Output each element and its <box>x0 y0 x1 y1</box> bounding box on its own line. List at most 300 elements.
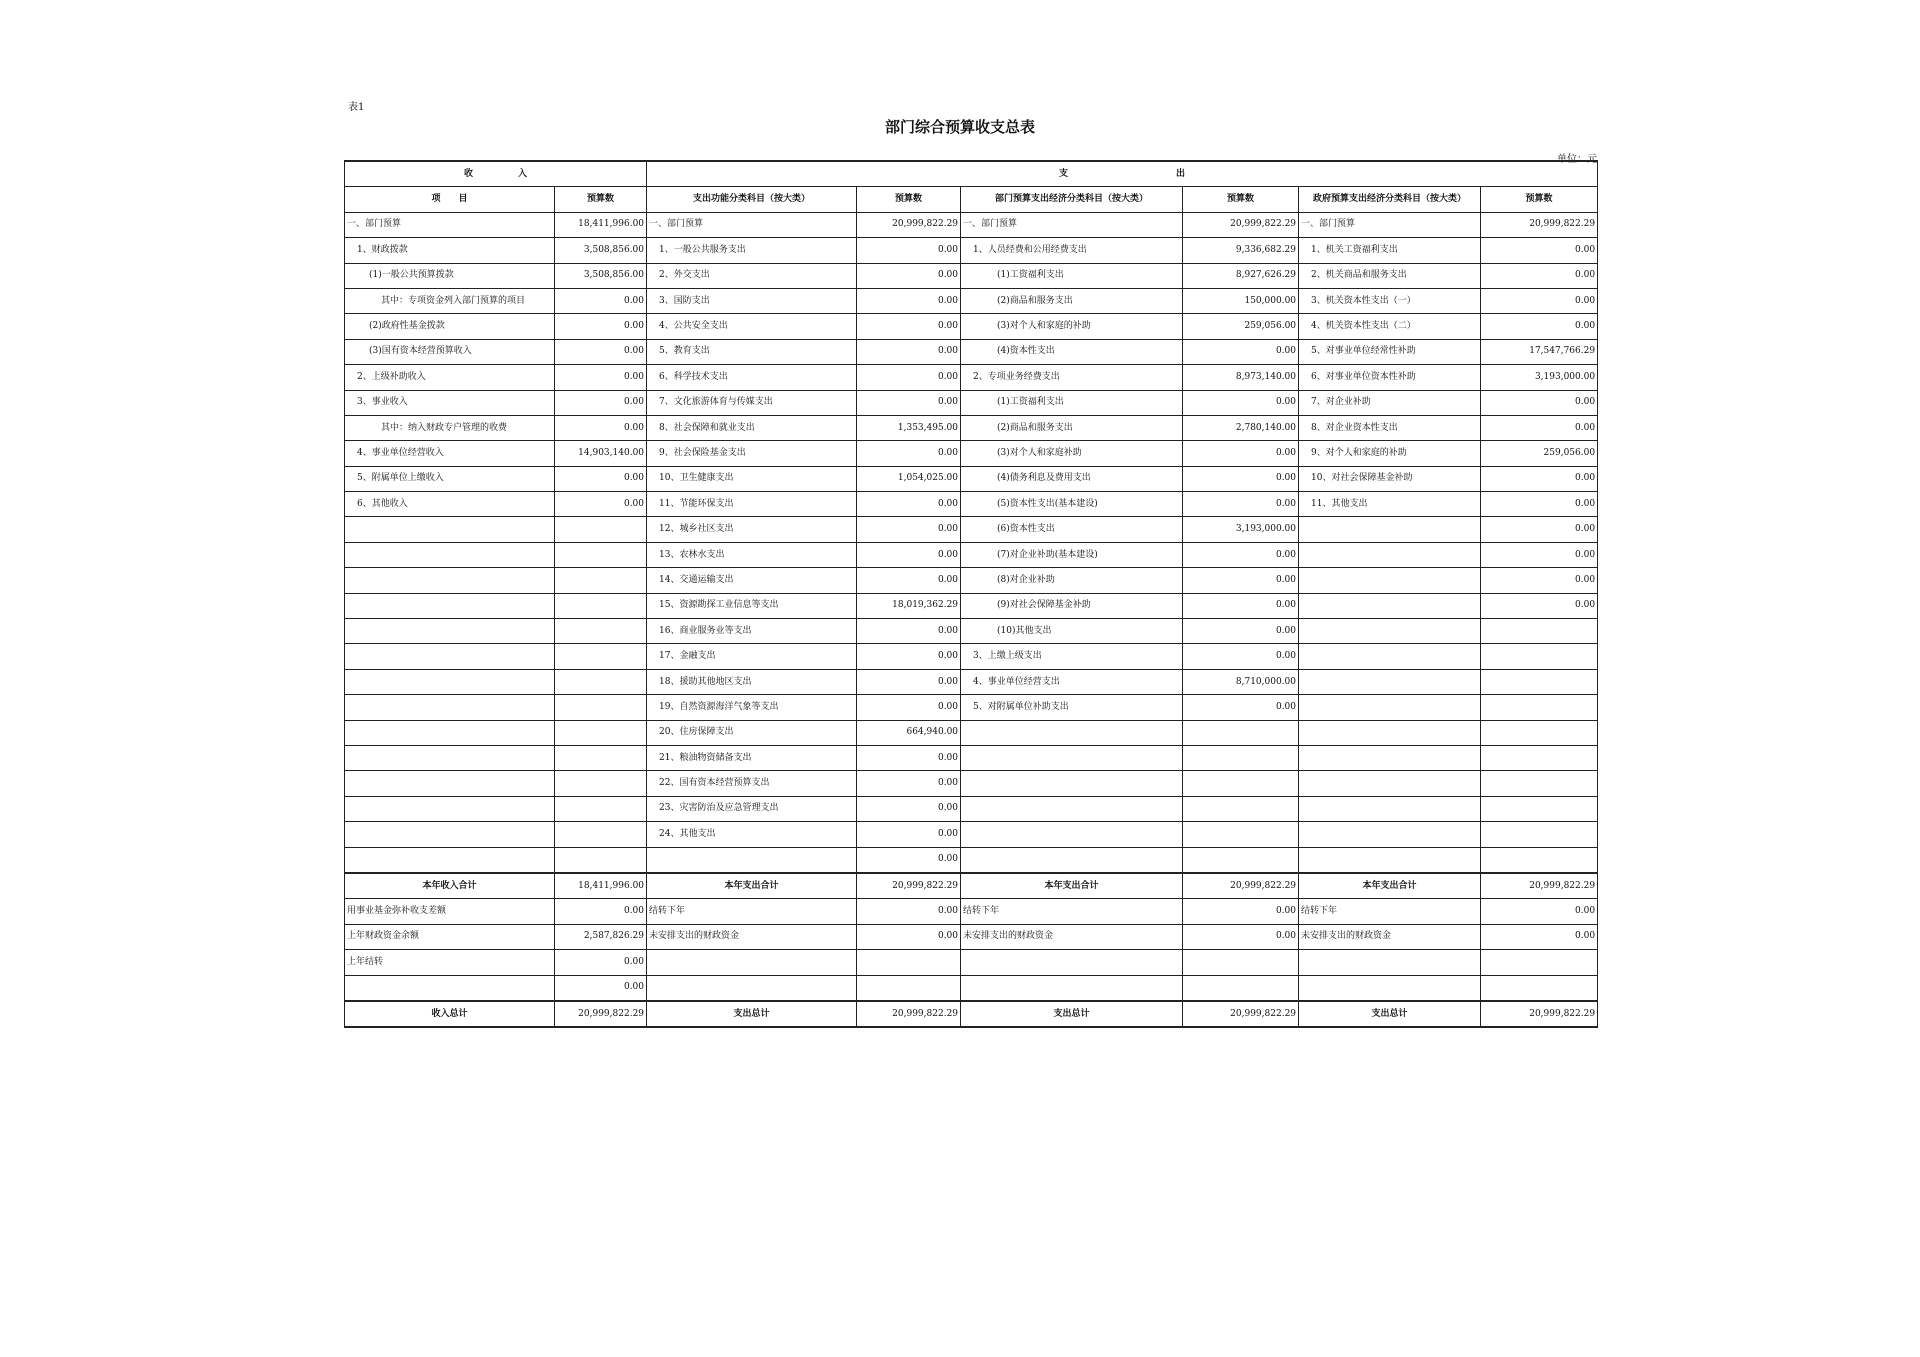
dept-budget-cell <box>1183 796 1299 821</box>
gov-econ-item-cell: 5、对事业单位经常性补助 <box>1299 339 1481 364</box>
func-class-item-cell: 18、援助其他地区支出 <box>647 669 857 694</box>
func-class-item-cell: 4、公共安全支出 <box>647 314 857 339</box>
income-budget-cell: 3,508,856.00 <box>555 238 647 263</box>
func-budget-cell: 0.00 <box>857 339 961 364</box>
gov-econ-item-cell <box>1299 796 1481 821</box>
table-row <box>345 593 1598 618</box>
income-item-cell: (1)一般公共预算拨款 <box>345 263 555 288</box>
gov-budget-cell <box>1481 669 1598 694</box>
dept-budget-cell <box>1183 847 1299 873</box>
gov-budget-cell: 0.00 <box>1481 415 1598 440</box>
table-row <box>345 263 1598 288</box>
table-row <box>345 822 1598 847</box>
table-row <box>345 669 1598 694</box>
gov-econ-item-cell: 一、部门预算 <box>1299 212 1481 237</box>
income-total-label: 本年收入合计 <box>345 873 555 899</box>
income-budget-cell: 0.00 <box>555 314 647 339</box>
gov-budget-cell: 0.00 <box>1481 492 1598 517</box>
income-total-label: 收入总计 <box>345 1001 555 1027</box>
gov-budget-cell: 0.00 <box>1481 593 1598 618</box>
func-budget-cell: 0.00 <box>857 288 961 313</box>
dept-budget-cell: 8,973,140.00 <box>1183 365 1299 390</box>
dept-budget-cell <box>1183 975 1299 1001</box>
gov-budget-cell <box>1481 771 1598 796</box>
gov-econ-item-cell: 3、机关资本性支出（一） <box>1299 288 1481 313</box>
func-class-item-cell: 16、商业服务业等支出 <box>647 619 857 644</box>
table-row <box>345 441 1598 466</box>
dept-econ-item-cell: (10)其他支出 <box>961 619 1183 644</box>
income-budget-cell: 0.00 <box>555 339 647 364</box>
table-row <box>345 492 1598 517</box>
gov-econ-item-cell <box>1299 568 1481 593</box>
income-item-cell <box>345 847 555 873</box>
func-budget-cell: 0.00 <box>857 899 961 924</box>
table-row <box>345 975 1598 1001</box>
dept-budget-cell: 0.00 <box>1183 924 1299 949</box>
income-budget-cell <box>555 568 647 593</box>
income-budget-cell <box>555 796 647 821</box>
gov-budget-cell: 0.00 <box>1481 238 1598 263</box>
table-row <box>345 238 1598 263</box>
dept-budget-cell: 3,193,000.00 <box>1183 517 1299 542</box>
income-budget-cell <box>555 593 647 618</box>
table-row <box>345 950 1598 975</box>
income-item-cell: 6、其他收入 <box>345 492 555 517</box>
dept-budget-cell: 8,927,626.29 <box>1183 263 1299 288</box>
income-budget-cell: 0.00 <box>555 288 647 313</box>
table-row <box>345 466 1598 491</box>
dept-econ-item-cell: 一、部门预算 <box>961 212 1183 237</box>
gov-econ-item-cell <box>1299 542 1481 567</box>
dept-econ-item-cell: 未安排支出的财政资金 <box>961 924 1183 949</box>
gov-econ-item-cell <box>1299 950 1481 975</box>
dept-econ-item-cell: (4)资本性支出 <box>961 339 1183 364</box>
table-row <box>345 212 1598 237</box>
func-budget-cell: 0.00 <box>857 542 961 567</box>
table-row <box>345 339 1598 364</box>
gov-econ-item-cell <box>1299 847 1481 873</box>
income-budget-cell: 3,508,856.00 <box>555 263 647 288</box>
gov-budget-cell: 0.00 <box>1481 899 1598 924</box>
gov-budget-cell <box>1481 644 1598 669</box>
dept-econ-item-cell: (6)资本性支出 <box>961 517 1183 542</box>
gov-econ-item-cell <box>1299 975 1481 1001</box>
gov-budget-cell <box>1481 619 1598 644</box>
func-budget-cell <box>857 975 961 1001</box>
dept-econ-item-cell <box>961 822 1183 847</box>
gov-econ-item-cell <box>1299 771 1481 796</box>
gov-budget-cell: 0.00 <box>1481 288 1598 313</box>
dept-budget-cell: 0.00 <box>1183 466 1299 491</box>
table-row <box>345 542 1598 567</box>
gov-econ-item-cell <box>1299 593 1481 618</box>
gov-budget-cell <box>1481 695 1598 720</box>
gov-budget-cell <box>1481 796 1598 821</box>
income-budget-cell: 14,903,140.00 <box>555 441 647 466</box>
gov-econ-item-cell: 1、机关工资福利支出 <box>1299 238 1481 263</box>
gov-total-label: 支出总计 <box>1299 1001 1481 1027</box>
func-class-item-cell: 13、农林水支出 <box>647 542 857 567</box>
func-budget-cell: 0.00 <box>857 847 961 873</box>
income-budget-cell <box>555 644 647 669</box>
gov-budget-cell <box>1481 950 1598 975</box>
func-class-column-header: 支出功能分类科目（按大类） <box>647 187 857 212</box>
gov-econ-item-cell: 9、对个人和家庭的补助 <box>1299 441 1481 466</box>
dept-econ-item-cell <box>961 950 1183 975</box>
gov-total-value: 20,999,822.29 <box>1481 873 1598 899</box>
gov-budget-cell: 0.00 <box>1481 466 1598 491</box>
gov-total-value: 20,999,822.29 <box>1481 1001 1598 1027</box>
dept-econ-item-cell: (1)工资福利支出 <box>961 390 1183 415</box>
gov-econ-item-cell: 6、对事业单位资本性补助 <box>1299 365 1481 390</box>
func-class-item-cell: 3、国防支出 <box>647 288 857 313</box>
dept-econ-item-cell: 3、上缴上级支出 <box>961 644 1183 669</box>
income-budget-cell: 0.00 <box>555 466 647 491</box>
income-budget-cell <box>555 847 647 873</box>
func-total-label: 支出总计 <box>647 1001 857 1027</box>
income-budget-column-header: 预算数 <box>555 187 647 212</box>
gov-econ-item-cell <box>1299 822 1481 847</box>
dept-budget-cell: 8,710,000.00 <box>1183 669 1299 694</box>
dept-econ-item-cell <box>961 975 1183 1001</box>
income-item-cell <box>345 619 555 644</box>
income-item-cell: 上年结转 <box>345 950 555 975</box>
func-class-item-cell: 12、城乡社区支出 <box>647 517 857 542</box>
dept-budget-cell <box>1183 950 1299 975</box>
dept-budget-cell: 9,336,682.29 <box>1183 238 1299 263</box>
gov-econ-item-cell <box>1299 517 1481 542</box>
dept-budget-cell: 0.00 <box>1183 339 1299 364</box>
table-row <box>345 745 1598 770</box>
table-row <box>345 796 1598 821</box>
income-item-cell <box>345 745 555 770</box>
func-class-item-cell: 2、外交支出 <box>647 263 857 288</box>
dept-econ-item-cell <box>961 771 1183 796</box>
func-budget-cell <box>857 950 961 975</box>
table-row <box>345 365 1598 390</box>
dept-econ-item-cell: (1)工资福利支出 <box>961 263 1183 288</box>
dept-budget-cell: 0.00 <box>1183 568 1299 593</box>
func-class-item-cell: 23、灾害防治及应急管理支出 <box>647 796 857 821</box>
func-class-item-cell: 8、社会保障和就业支出 <box>647 415 857 440</box>
func-class-item-cell: 24、其他支出 <box>647 822 857 847</box>
func-budget-cell: 0.00 <box>857 568 961 593</box>
dept-econ-item-cell: (2)商品和服务支出 <box>961 288 1183 313</box>
func-class-item-cell: 10、卫生健康支出 <box>647 466 857 491</box>
gov-econ-item-cell: 结转下年 <box>1299 899 1481 924</box>
dept-econ-item-cell: (3)对个人和家庭补助 <box>961 441 1183 466</box>
dept-budget-cell: 150,000.00 <box>1183 288 1299 313</box>
func-budget-cell: 1,054,025.00 <box>857 466 961 491</box>
dept-budget-cell: 0.00 <box>1183 593 1299 618</box>
income-item-cell <box>345 695 555 720</box>
dept-budget-cell: 0.00 <box>1183 619 1299 644</box>
func-total-value: 20,999,822.29 <box>857 1001 961 1027</box>
dept-econ-item-cell: 1、人员经费和公用经费支出 <box>961 238 1183 263</box>
func-budget-cell: 0.00 <box>857 365 961 390</box>
grand-total-row <box>345 1001 1598 1027</box>
dept-budget-cell: 0.00 <box>1183 492 1299 517</box>
func-total-label: 本年支出合计 <box>647 873 857 899</box>
func-class-item-cell: 21、粮油物资储备支出 <box>647 745 857 770</box>
func-class-item-cell: 11、节能环保支出 <box>647 492 857 517</box>
dept-econ-item-cell <box>961 796 1183 821</box>
header-row-columns <box>345 187 1598 212</box>
func-class-item-cell: 19、自然资源海洋气象等支出 <box>647 695 857 720</box>
func-class-item-cell: 5、教育支出 <box>647 339 857 364</box>
table-row <box>345 644 1598 669</box>
dept-total-label: 支出总计 <box>961 1001 1183 1027</box>
income-item-cell: 一、部门预算 <box>345 212 555 237</box>
gov-econ-item-cell <box>1299 619 1481 644</box>
expense-section-header: 支 出 <box>647 161 1598 187</box>
income-item-cell <box>345 669 555 694</box>
func-budget-cell: 0.00 <box>857 619 961 644</box>
table-row <box>345 924 1598 949</box>
income-item-cell: (3)国有资本经营预算收入 <box>345 339 555 364</box>
dept-econ-item-cell <box>961 847 1183 873</box>
gov-total-label: 本年支出合计 <box>1299 873 1481 899</box>
dept-budget-cell: 0.00 <box>1183 899 1299 924</box>
dept-budget-cell: 0.00 <box>1183 441 1299 466</box>
dept-total-value: 20,999,822.29 <box>1183 873 1299 899</box>
func-budget-cell: 0.00 <box>857 822 961 847</box>
dept-econ-class-column-header: 部门预算支出经济分类科目（按大类） <box>961 187 1183 212</box>
table-row <box>345 415 1598 440</box>
income-item-cell: (2)政府性基金拨款 <box>345 314 555 339</box>
table-row <box>345 517 1598 542</box>
dept-total-value: 20,999,822.29 <box>1183 1001 1299 1027</box>
gov-budget-cell: 0.00 <box>1481 263 1598 288</box>
gov-budget-cell: 0.00 <box>1481 542 1598 567</box>
dept-budget-cell: 0.00 <box>1183 644 1299 669</box>
gov-budget-cell <box>1481 745 1598 770</box>
table-row <box>345 720 1598 745</box>
gov-budget-cell <box>1481 975 1598 1001</box>
income-item-cell <box>345 593 555 618</box>
income-item-cell: 1、财政拨款 <box>345 238 555 263</box>
income-item-cell: 上年财政资金余额 <box>345 924 555 949</box>
gov-econ-item-cell <box>1299 745 1481 770</box>
func-class-item-cell: 7、文化旅游体育与传媒支出 <box>647 390 857 415</box>
income-budget-cell <box>555 745 647 770</box>
income-item-cell <box>345 975 555 1001</box>
income-budget-cell: 2,587,826.29 <box>555 924 647 949</box>
gov-budget-cell: 20,999,822.29 <box>1481 212 1598 237</box>
income-budget-cell: 0.00 <box>555 950 647 975</box>
table-row <box>345 288 1598 313</box>
year-total-row <box>345 873 1598 899</box>
func-budget-cell: 0.00 <box>857 924 961 949</box>
func-class-item-cell: 未安排支出的财政资金 <box>647 924 857 949</box>
gov-econ-item-cell: 2、机关商品和服务支出 <box>1299 263 1481 288</box>
gov-budget-cell: 3,193,000.00 <box>1481 365 1598 390</box>
dept-budget-cell: 2,780,140.00 <box>1183 415 1299 440</box>
table-row <box>345 314 1598 339</box>
gov-budget-cell <box>1481 720 1598 745</box>
income-budget-cell <box>555 517 647 542</box>
func-budget-cell: 20,999,822.29 <box>857 212 961 237</box>
func-budget-cell: 0.00 <box>857 238 961 263</box>
func-class-item-cell <box>647 950 857 975</box>
table-row <box>345 568 1598 593</box>
gov-budget-cell: 0.00 <box>1481 390 1598 415</box>
dept-budget-cell: 20,999,822.29 <box>1183 212 1299 237</box>
func-class-item-cell: 结转下年 <box>647 899 857 924</box>
income-item-cell <box>345 517 555 542</box>
gov-budget-cell: 0.00 <box>1481 924 1598 949</box>
dept-budget-cell: 0.00 <box>1183 542 1299 567</box>
gov-econ-class-column-header: 政府预算支出经济分类科目（按大类） <box>1299 187 1481 212</box>
func-class-item-cell: 1、一般公共服务支出 <box>647 238 857 263</box>
gov-budget-cell: 0.00 <box>1481 568 1598 593</box>
gov-budget-cell <box>1481 822 1598 847</box>
func-budget-cell: 0.00 <box>857 771 961 796</box>
income-item-cell <box>345 568 555 593</box>
func-budget-cell: 0.00 <box>857 796 961 821</box>
table-number-label: 表1 <box>348 102 365 113</box>
dept-budget-column-header: 预算数 <box>1183 187 1299 212</box>
gov-econ-item-cell: 7、对企业补助 <box>1299 390 1481 415</box>
func-budget-cell: 0.00 <box>857 517 961 542</box>
gov-econ-item-cell: 未安排支出的财政资金 <box>1299 924 1481 949</box>
income-item-cell <box>345 771 555 796</box>
income-budget-cell: 0.00 <box>555 975 647 1001</box>
dept-econ-item-cell: (2)商品和服务支出 <box>961 415 1183 440</box>
income-budget-cell <box>555 619 647 644</box>
income-item-cell: 3、事业收入 <box>345 390 555 415</box>
func-class-item-cell: 9、社会保险基金支出 <box>647 441 857 466</box>
dept-econ-item-cell: (5)资本性支出(基本建设) <box>961 492 1183 517</box>
func-class-item-cell: 17、金融支出 <box>647 644 857 669</box>
gov-budget-cell: 0.00 <box>1481 517 1598 542</box>
dept-total-label: 本年支出合计 <box>961 873 1183 899</box>
income-budget-cell <box>555 669 647 694</box>
func-class-item-cell: 14、交通运输支出 <box>647 568 857 593</box>
income-budget-cell: 0.00 <box>555 492 647 517</box>
income-item-cell: 用事业基金弥补收支差额 <box>345 899 555 924</box>
table-row <box>345 847 1598 873</box>
dept-budget-cell <box>1183 745 1299 770</box>
gov-econ-item-cell <box>1299 720 1481 745</box>
dept-budget-cell <box>1183 771 1299 796</box>
table-row <box>345 899 1598 924</box>
dept-econ-item-cell: (4)债务利息及费用支出 <box>961 466 1183 491</box>
gov-budget-cell: 17,547,766.29 <box>1481 339 1598 364</box>
income-budget-cell <box>555 542 647 567</box>
income-budget-cell <box>555 771 647 796</box>
gov-econ-item-cell <box>1299 669 1481 694</box>
func-budget-cell: 0.00 <box>857 644 961 669</box>
page-title: 部门综合预算收支总表 <box>884 118 1035 136</box>
dept-econ-item-cell: 2、专项业务经费支出 <box>961 365 1183 390</box>
func-class-item-cell: 一、部门预算 <box>647 212 857 237</box>
dept-budget-cell <box>1183 720 1299 745</box>
func-budget-column-header: 预算数 <box>857 187 961 212</box>
func-budget-cell: 664,940.00 <box>857 720 961 745</box>
gov-econ-item-cell: 4、机关资本性支出（二） <box>1299 314 1481 339</box>
func-budget-cell: 18,019,362.29 <box>857 593 961 618</box>
dept-budget-cell: 259,056.00 <box>1183 314 1299 339</box>
dept-budget-cell: 0.00 <box>1183 695 1299 720</box>
func-class-item-cell: 22、国有资本经营预算支出 <box>647 771 857 796</box>
dept-econ-item-cell: (3)对个人和家庭的补助 <box>961 314 1183 339</box>
header-row-sections <box>345 161 1598 187</box>
income-item-cell: 其中：纳入财政专户管理的收费 <box>345 415 555 440</box>
gov-econ-item-cell <box>1299 644 1481 669</box>
gov-econ-item-cell <box>1299 695 1481 720</box>
income-item-cell: 2、上级补助收入 <box>345 365 555 390</box>
item-column-header: 项 目 <box>345 187 555 212</box>
func-budget-cell: 0.00 <box>857 695 961 720</box>
income-item-cell <box>345 644 555 669</box>
gov-econ-item-cell: 8、对企业资本性支出 <box>1299 415 1481 440</box>
func-budget-cell: 1,353,495.00 <box>857 415 961 440</box>
table-row <box>345 390 1598 415</box>
unit-label: 单位：元 <box>1557 154 1597 165</box>
func-class-item-cell: 20、住房保障支出 <box>647 720 857 745</box>
func-budget-cell: 0.00 <box>857 314 961 339</box>
table-row <box>345 619 1598 644</box>
gov-budget-cell <box>1481 847 1598 873</box>
dept-econ-item-cell: (8)对企业补助 <box>961 568 1183 593</box>
dept-budget-cell: 0.00 <box>1183 390 1299 415</box>
income-budget-cell <box>555 720 647 745</box>
income-section-header: 收 入 <box>345 161 647 187</box>
income-budget-cell: 0.00 <box>555 390 647 415</box>
income-item-cell: 其中：专项资金列入部门预算的项目 <box>345 288 555 313</box>
func-class-item-cell <box>647 847 857 873</box>
func-budget-cell: 0.00 <box>857 390 961 415</box>
gov-budget-cell: 259,056.00 <box>1481 441 1598 466</box>
income-item-cell <box>345 796 555 821</box>
income-item-cell <box>345 542 555 567</box>
income-budget-cell: 0.00 <box>555 365 647 390</box>
income-budget-cell <box>555 695 647 720</box>
dept-econ-item-cell: (9)对社会保障基金补助 <box>961 593 1183 618</box>
func-budget-cell: 0.00 <box>857 669 961 694</box>
gov-econ-item-cell: 11、其他支出 <box>1299 492 1481 517</box>
income-item-cell: 5、附属单位上缴收入 <box>345 466 555 491</box>
income-total-value: 18,411,996.00 <box>555 873 647 899</box>
gov-budget-column-header: 预算数 <box>1481 187 1598 212</box>
income-budget-cell: 0.00 <box>555 899 647 924</box>
func-budget-cell: 0.00 <box>857 263 961 288</box>
dept-econ-item-cell: 结转下年 <box>961 899 1183 924</box>
dept-econ-item-cell <box>961 745 1183 770</box>
income-item-cell <box>345 822 555 847</box>
income-budget-cell: 0.00 <box>555 415 647 440</box>
dept-econ-item-cell <box>961 720 1183 745</box>
income-item-cell <box>345 720 555 745</box>
func-class-item-cell <box>647 975 857 1001</box>
income-total-value: 20,999,822.29 <box>555 1001 647 1027</box>
income-item-cell: 4、事业单位经营收入 <box>345 441 555 466</box>
gov-budget-cell: 0.00 <box>1481 314 1598 339</box>
table-row <box>345 695 1598 720</box>
func-budget-cell: 0.00 <box>857 492 961 517</box>
func-budget-cell: 0.00 <box>857 441 961 466</box>
budget-summary-table <box>344 160 1598 1028</box>
income-budget-cell <box>555 822 647 847</box>
dept-econ-item-cell: 5、对附属单位补助支出 <box>961 695 1183 720</box>
table-row <box>345 771 1598 796</box>
func-budget-cell: 0.00 <box>857 745 961 770</box>
dept-budget-cell <box>1183 822 1299 847</box>
func-class-item-cell: 15、资源勘探工业信息等支出 <box>647 593 857 618</box>
func-class-item-cell: 6、科学技术支出 <box>647 365 857 390</box>
income-budget-cell: 18,411,996.00 <box>555 212 647 237</box>
